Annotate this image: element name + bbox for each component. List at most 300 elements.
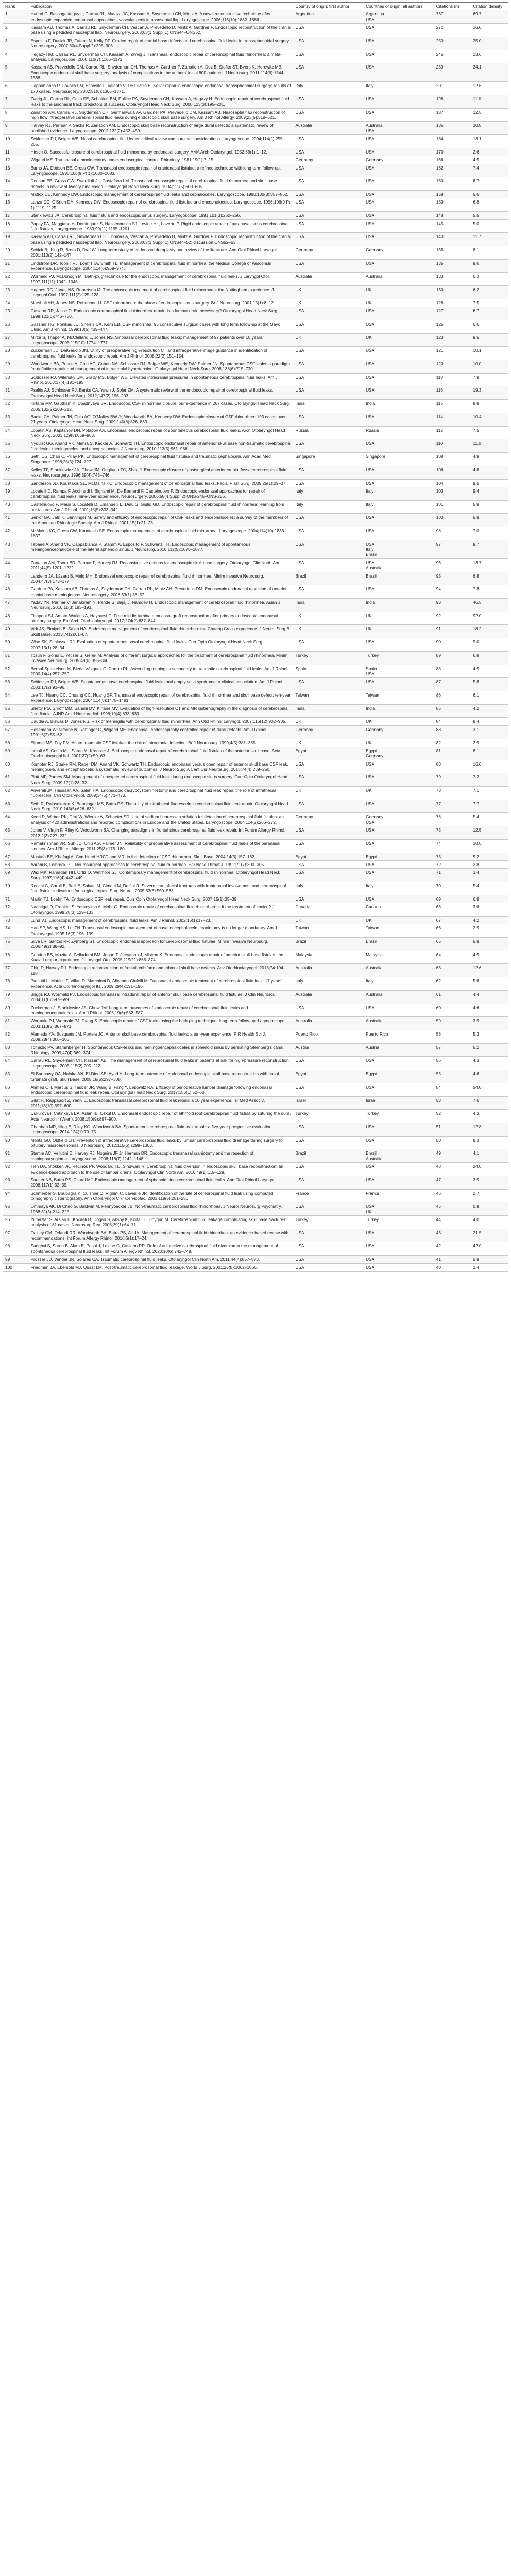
origin-first-cell: USA <box>294 1004 364 1017</box>
density-cell: 13.1 <box>471 135 508 148</box>
citations-cell: 70 <box>434 882 471 895</box>
density-cell: 16.0 <box>471 760 508 773</box>
table-row <box>3 916 508 924</box>
origin-first-cell: USA <box>294 50 364 63</box>
citations-cell: 55 <box>434 1070 471 1083</box>
origin-first-cell: Egypt <box>294 1070 364 1083</box>
origin-all-cell: USA <box>364 1263 434 1271</box>
citations-cell: 97 <box>434 540 471 558</box>
rank-cell: 54 <box>3 691 28 705</box>
table-row <box>3 800 508 813</box>
density-cell: 7.5 <box>471 299 508 307</box>
origin-first-cell: Singapore <box>294 453 364 466</box>
density-cell: 12.6 <box>471 964 508 977</box>
citations-cell: 98 <box>434 527 471 540</box>
publication-cell: Rocchi G, Caroli E, Belli E, Salvati M, Cimatti M, Delfini R. Severe craniofacial fractures with frontobasal involvement and cerebrospinal fluid fistula: indications for surgical repair. Surg Neurol. 2005;63(6):559–563. <box>28 882 293 895</box>
table-row <box>3 1123 508 1137</box>
table-container <box>0 0 511 1274</box>
publication-cell: Yilmazlar S, Arslan E, Kocaeli H, Dogan S, Aksoy K, Korfali E, Doygun M. Cerebrospinal fluid leakage complicating skull base fractures: analysis of 81 cases. Neurosurg Rev. 2006;29(1):64–71. <box>28 1216 293 1229</box>
density-cell: 54.0 <box>471 1083 508 1096</box>
density-cell: 12.5 <box>471 826 508 840</box>
citations-cell: 66 <box>434 924 471 938</box>
publication-cell: Oakley GM, Orlandi RR, Woodworth BA, Batra PS, Alt JA. Management of cerebrospinal fluid rhinorrhea: an evidence-based review with recommendations. Int Forum Allergy Rhinol. 2016;6(1):17–24. <box>28 1229 293 1242</box>
origin-all-cell: USA <box>364 177 434 191</box>
density-cell: 4.3 <box>471 1057 508 1070</box>
origin-first-cell: USA <box>294 1242 364 1256</box>
rank-cell: 21 <box>3 259 28 273</box>
rank-cell: 5 <box>3 63 28 82</box>
rank-cell: 55 <box>3 704 28 718</box>
rank-cell: 6 <box>3 82 28 95</box>
origin-all-cell: USA <box>364 386 434 400</box>
citations-cell: 67 <box>434 916 471 924</box>
rank-cell: 78 <box>3 977 28 991</box>
citations-cell: 120 <box>434 360 471 374</box>
rank-cell: 45 <box>3 572 28 585</box>
publication-cell: Mattox DE, Kennedy DW. Endoscopic management of cerebrospinal fluid leaks and cephaloceles. Laryngoscope. 1990;100(8):857–862. <box>28 191 293 198</box>
origin-first-cell: USA <box>294 320 364 333</box>
table-row <box>3 219 508 233</box>
density-cell: 4.6 <box>471 1004 508 1017</box>
citations-cell: 72 <box>434 861 471 869</box>
publication-cell: Zuckerman J, Stankiewicz JA, Chow JM. Long-term outcomes of endoscopic repair of cerebrospinal fluid leaks and meningoencephaloceles. Am J Rhinol. 2005;19(6):582–587. <box>28 1004 293 1017</box>
publication-cell: Dodson EE, Gross CW, Swerdloff JL, Gustafson LM. Transnasal endoscopic repair of cerebrospinal fluid rhinorrhea and skull base defects: a review of twenty-nine cases. Otolaryngol Head Neck Surg. 1994;111(5):600–605. <box>28 177 293 191</box>
origin-all-cell: UK <box>364 625 434 638</box>
publication-cell: Aarabi B, Leibrock LG. Neurosurgical approaches to cerebrospinal fluid rhinorrhea. Ear Nose Throat J. 1992;71(7):300–305. <box>28 861 293 869</box>
origin-all-cell: Australia <box>364 964 434 977</box>
publication-cell: Schick B, Ibing R, Brors D, Draf W. Long-term study of endonasal duraplasty and review of the literature. Ann Otol Rhinol Laryngol. 2001;110(2):142–147. <box>28 246 293 259</box>
density-cell: 4.2 <box>471 704 508 718</box>
citations-cell: 85 <box>434 704 471 718</box>
origin-all-cell: USA <box>364 164 434 177</box>
rank-cell: 4 <box>3 50 28 63</box>
rank-cell: 68 <box>3 861 28 869</box>
density-cell: 21.5 <box>471 1229 508 1242</box>
citations-cell: 170 <box>434 148 471 156</box>
citations-cell: 49 <box>434 1149 471 1163</box>
rank-cell: 22 <box>3 273 28 286</box>
table-row <box>3 924 508 938</box>
density-cell: 4.9 <box>471 665 508 678</box>
citations-cell: 47 <box>434 1176 471 1189</box>
density-cell: 8.4 <box>471 718 508 725</box>
density-cell: 2.4 <box>471 1263 508 1271</box>
citations-cell: 64 <box>434 951 471 964</box>
density-cell: 6.6 <box>471 320 508 333</box>
origin-all-cell: Germany <box>364 246 434 259</box>
origin-all-cell: India <box>364 598 434 612</box>
origin-all-cell: Singapore <box>364 453 434 466</box>
origin-first-cell: USA <box>294 135 364 148</box>
origin-first-cell: Taiwan <box>294 691 364 705</box>
table-row <box>3 1057 508 1070</box>
density-cell: 4.0 <box>471 1216 508 1229</box>
rank-cell: 43 <box>3 540 28 558</box>
rank-cell: 33 <box>3 413 28 426</box>
publication-cell: Gardner PA, Kassam AB, Thomas A, Snyderman CH, Carrau RL, Mintz AH, Prevedello DM. Endoscopic endonasal resection of anterior cranial base meningiomas. Neurosurgery. 2008;63(1):36–52. <box>28 585 293 599</box>
density-cell: 4.5 <box>471 156 508 164</box>
citations-cell: 75 <box>434 826 471 840</box>
density-cell: 7.9 <box>471 373 508 386</box>
table-row <box>3 514 508 527</box>
citations-cell: 77 <box>434 800 471 813</box>
citations-cell: 76 <box>434 813 471 826</box>
table-row <box>3 198 508 212</box>
table-row <box>3 360 508 374</box>
rank-cell: 73 <box>3 916 28 924</box>
density-cell: 3.6 <box>471 903 508 917</box>
publication-cell: Shetty PG, Shroff MM, Sahani DV, Kirtane MV. Evaluation of high-resolution CT and MR cisternography in the diagnosis of cerebrospinal fluid fistula. AJNR Am J Neuroradiol. 1998;19(4):633–639. <box>28 704 293 718</box>
origin-all-cell: Turkey <box>364 1216 434 1229</box>
citations-cell: 112 <box>434 426 471 439</box>
rank-cell: 100 <box>3 1263 28 1271</box>
origin-first-cell: USA <box>294 233 364 246</box>
origin-all-cell: Canada <box>364 903 434 917</box>
rank-cell: 81 <box>3 1017 28 1030</box>
origin-first-cell: Germany <box>294 246 364 259</box>
origin-all-cell: UK <box>364 739 434 747</box>
publication-cell: Nachtigal D, Frenkiel S, Yoskovitch A, Mohr G. Endoscopic repair of cerebrospinal fluid rhinorrhea: is it the treatment of choice? J Otolaryngol. 1999;28(3):129–133. <box>28 903 293 917</box>
publication-cell: Lanza DC, O'Brien DA, Kennedy DW. Endoscopic repair of cerebrospinal fluid fistulae and encephaloceles. Laryngoscope. 1996;106(9 Pt 1):1119–1125. <box>28 198 293 212</box>
publication-cell: Harvey RJ, Parmar P, Sacks R, Zanation AM. Endoscopic skull base reconstruction of large dural defects: a systematic review of published evidence. Laryngoscope. 2012;122(2):452–459. <box>28 122 293 135</box>
origin-first-cell: Austria <box>294 1043 364 1057</box>
table-row <box>3 1070 508 1083</box>
density-cell: 10.0 <box>471 360 508 374</box>
table-row <box>3 426 508 439</box>
citations-cell: 40 <box>434 1263 471 1271</box>
rank-cell: 99 <box>3 1256 28 1263</box>
rank-cell: 65 <box>3 826 28 840</box>
origin-all-cell: Italy <box>364 82 434 95</box>
density-cell: 2.9 <box>471 739 508 747</box>
origin-first-cell: USA <box>294 1176 364 1189</box>
density-cell: 10.6 <box>471 839 508 853</box>
density-cell: 2.6 <box>471 148 508 156</box>
rank-cell: 84 <box>3 1057 28 1070</box>
citations-cell: 95 <box>434 572 471 585</box>
publication-cell: Schlosser RJ, Wilensky EM, Grady MS, Bolger WE. Elevated intracranial pressures in spontaneous cerebrospinal fluid leaks. Am J Rhinol. 2003;17(4):191–195. <box>28 373 293 386</box>
citations-cell: 45 <box>434 1202 471 1216</box>
citations-cell: 83 <box>434 725 471 739</box>
rank-cell: 29 <box>3 360 28 374</box>
origin-all-cell: Taiwan <box>364 691 434 705</box>
citations-cell: 81 <box>434 747 471 760</box>
publication-cell: Hosemann W, Nitsche N, Rettinger G, Wigand ME. Endonasal, endoscopically controlled repair of dural defects. Am J Rhinol. 1991;5(2):55–62. <box>28 725 293 739</box>
density-cell: 4.1 <box>471 1149 508 1163</box>
density-cell: 5.2 <box>471 853 508 860</box>
publication-cell: Psaltis AJ, Schlosser RJ, Banks CA, Yawn J, Soler ZM. A systematic review of the endoscopic repair of cerebrospinal fluid leaks. Otolaryngol Head Neck Surg. 2012;147(2):196–203. <box>28 386 293 400</box>
origin-first-cell: UK <box>294 286 364 299</box>
origin-first-cell: Taiwan <box>294 924 364 938</box>
origin-first-cell: Australia <box>294 990 364 1004</box>
rank-cell: 25 <box>3 307 28 320</box>
origin-first-cell: USA <box>294 148 364 156</box>
density-cell: 7.8 <box>471 585 508 599</box>
publication-cell: Ismail AS, Costa ML, Sarac M, Kreutzer J. Endoscopic endonasal repair of cerebrospinal fluid fistulas of the anterior skull base. Acta Otorhinolaryngol Ital. 2007;27(2):59–63. <box>28 747 293 760</box>
table-row <box>3 572 508 585</box>
table-header <box>3 3 508 10</box>
publication-cell: Komotar RJ, Starke RM, Raper DM, Anand VK, Schwartz TH. Endoscopic endonasal versus open repair of anterior skull base CSF leak, meningocele, and encephalocele: a systematic review of outcomes. J Neurol Surg A Cent Eur Neurosurg. 2013;74(4):239–250. <box>28 760 293 773</box>
publication-cell: Marshall AH, Jones NS, Robertson IJ. CSF rhinorrhoea: the place of endoscopic sinus surgery. Br J Neurosurg. 2001;15(1):8–12. <box>28 299 293 307</box>
publication-cell: Mirza S, Thaper A, McClelland L, Jones NS. Sinonasal cerebrospinal fluid leaks: management of 97 patients over 10 years. Laryngoscope. 2005;115(10):1774–1777. <box>28 333 293 347</box>
origin-first-cell: Italy <box>294 487 364 500</box>
origin-first-cell: India <box>294 598 364 612</box>
density-cell: 12.6 <box>471 82 508 95</box>
publication-cell: Ahmed OH, Marcus S, Tauber JR, Wang B, Fang Y, Lebowitz RA. Efficacy of perioperative lumbar drainage following endonasal endoscopic cerebrospinal fluid leak repair. Otolaryngol Head Neck Surg. 2017;156(1):52–60. <box>28 1083 293 1096</box>
citations-cell: 53 <box>434 1096 471 1110</box>
table-row <box>3 903 508 917</box>
publication-cell: Hao SP, Wang HS, Lui TN. Transnasal endoscopic management of basal encephalocele: craniotomy is no longer mandatory. Am J Otolaryngol. 1995;16(3):196–199. <box>28 924 293 938</box>
density-cell: 3.9 <box>471 1176 508 1189</box>
table-row <box>3 882 508 895</box>
citations-cell: 51 <box>434 1123 471 1137</box>
rank-cell: 86 <box>3 1083 28 1096</box>
origin-all-cell: USA <box>364 678 434 691</box>
rank-cell: 44 <box>3 558 28 572</box>
density-cell: 7.2 <box>471 773 508 787</box>
table-row <box>3 386 508 400</box>
table-row <box>3 638 508 652</box>
origin-all-cell: USA <box>364 259 434 273</box>
origin-first-cell: USA <box>294 95 364 109</box>
publication-cell: Hegazy HM, Carrau RL, Snyderman CH, Kassam A, Zweig J. Transnasal endoscopic repair of cerebrospinal fluid rhinorrhea: a meta-analysis. Laryngoscope. 2000;110(7):1166–1172. <box>28 50 293 63</box>
table-row <box>3 191 508 198</box>
density-cell: 6.8 <box>471 651 508 665</box>
origin-first-cell: USA <box>294 869 364 882</box>
rank-cell: 96 <box>3 1216 28 1229</box>
publication-cell: Zuckerman JD, DelGaudio JM. Utility of preoperative high-resolution CT and intraoperative image guidance in identification of cerebrospinal fluid leaks for endoscopic repair. Am J Rhinol. 2008;22(2):151–154. <box>28 347 293 360</box>
citations-cell: 104 <box>434 479 471 487</box>
table-row <box>3 212 508 219</box>
publication-cell: Cukurova I, Cetinkaya EA, Aslan IB, Ozkul D. Endonasal endoscopic repair of ethmoid roof cerebrospinal fluid fistula by suturing the dura. Acta Neurochir (Wien). 2008;150(9):897–900. <box>28 1110 293 1123</box>
table-row <box>3 625 508 638</box>
publication-cell: Virk JS, Elmiyeh B, Saleh HA. Endoscopic management of cerebrospinal fluid rhinorrhea: the Charing Cross experience. J Neurol Surg B Skull Base. 2013;74(2):61–67. <box>28 625 293 638</box>
origin-all-cell: Brazil <box>364 937 434 951</box>
citations-cell: 92 <box>434 612 471 625</box>
table-row <box>3 527 508 540</box>
density-cell: 6.7 <box>471 177 508 191</box>
rank-cell: 13 <box>3 164 28 177</box>
citations-cell: 93 <box>434 598 471 612</box>
publication-cell: Lee TJ, Huang CC, Chuang CC, Huang SF. Transnasal endoscopic repair of cerebrospinal fluid rhinorrhea and skull base defect: ten-year experience. Laryngoscope. 2004;114(8):1475–1481. <box>28 691 293 705</box>
rank-cell: 37 <box>3 466 28 479</box>
origin-first-cell: USA <box>294 1263 364 1271</box>
publication-cell: Esposito F, Dusick JR, Fatemi N, Kelly DF. Graded repair of cranial base defects and cerebrospinal fluid leaks in transsphenoidal surgery. Neurosurgery. 2007;60(4 Suppl 2):295–303. <box>28 37 293 50</box>
publication-cell: Presutti L, Mattioli F, Villari D, Marchioni D, Alicandri-Ciufelli M. Transnasal endoscopic treatment of cerebrospinal fluid leak: 17 years' experience. Acta Otorhinolaryngol Ital. 2009;29(4):191–196. <box>28 977 293 991</box>
origin-first-cell: UK <box>294 299 364 307</box>
rank-cell: 42 <box>3 527 28 540</box>
density-cell: 4.6 <box>471 1070 508 1083</box>
origin-first-cell: USA <box>294 826 364 840</box>
rank-cell: 7 <box>3 95 28 109</box>
origin-all-cell: India <box>364 400 434 413</box>
origin-all-cell: Russia <box>364 426 434 439</box>
density-cell: 8.8 <box>471 400 508 413</box>
density-cell: 6.7 <box>471 307 508 320</box>
density-cell: 8.1 <box>471 246 508 259</box>
origin-first-cell: Brazil <box>294 937 364 951</box>
density-cell: 3.4 <box>471 869 508 882</box>
origin-all-cell: Brazil <box>364 572 434 585</box>
density-cell: 5.8 <box>471 678 508 691</box>
citations-cell: 138 <box>434 246 471 259</box>
publication-cell: McMains KC, Gross CW, Kountakis SE. Endoscopic management of cerebrospinal fluid rhinorrhea. Laryngoscope. 2004;114(10):1833–1837. <box>28 527 293 540</box>
publication-cell: Wise SK, Schlosser RJ. Evaluation of spontaneous nasal cerebrospinal fluid leaks. Curr Opin Otolaryngol Head Neck Surg. 2007;15(1):28–34. <box>28 638 293 652</box>
table-row <box>3 612 508 625</box>
origin-all-cell: UK <box>364 787 434 800</box>
table-row <box>3 1263 508 1271</box>
origin-all-cell: USA <box>364 1256 434 1263</box>
origin-all-cell: Egypt Germany <box>364 747 434 760</box>
rank-cell: 61 <box>3 773 28 787</box>
rank-cell: 53 <box>3 678 28 691</box>
publication-cell: Burns JA, Dodson EE, Gross CW. Transnasal endoscopic repair of cranionasal fistulae: a refined technique with long-term follow-up. Laryngoscope. 1996;106(9 Pt 1):1080–1083. <box>28 164 293 177</box>
rank-cell: 72 <box>3 903 28 917</box>
origin-first-cell: USA <box>294 307 364 320</box>
origin-first-cell: USA <box>294 108 364 122</box>
publication-cell: Landeiro JA, Lázaro B, Melo MH. Endonasal endoscopic repair of cerebrospinal fluid rhinorrhea. Minim Invasive Neurosurg. 2004;47(3):173–177. <box>28 572 293 585</box>
publication-cell: Gendeh BS, Mazita A, Selladurai BM, Jegan T, Jeevanan J, Misiran K. Endonasal endoscopic repair of anterior skull-base fistulas: the Kuala Lumpur experience. J Laryngol Otol. 2005;119(11):866–874. <box>28 951 293 964</box>
publication-cell: Hughes RG, Jones NS, Robertson IJ. The endoscopic treatment of cerebrospinal fluid rhinorrhoea: the Nottingham experience. J Laryngol Otol. 1997;111(2):125–128. <box>28 286 293 299</box>
origin-first-cell: Italy <box>294 882 364 895</box>
publication-cell: Sethi DS, Chan C, Pillay PK. Endoscopic management of cerebrospinal fluid fistulae and traumatic cephalocele. Ann Acad Med Singapore. 1996;25(5):724–727. <box>28 453 293 466</box>
publication-cell: Friedman JA, Ebersold MJ, Quast LM. Post-traumatic cerebrospinal fluid leakage. World J Surg. 2001;25(8):1062–1066. <box>28 1263 293 1271</box>
table-row <box>3 1242 508 1256</box>
rank-cell: 8 <box>3 108 28 122</box>
origin-first-cell: USA <box>294 386 364 400</box>
density-cell: 5.4 <box>471 813 508 826</box>
density-cell: 3.1 <box>471 725 508 739</box>
rank-cell: 63 <box>3 800 28 813</box>
origin-all-cell: USA <box>364 773 434 787</box>
table-row <box>3 1096 508 1110</box>
publication-cell: Tabaee A, Anand VK, Cappabianca P, Stamm A, Esposito F, Schwartz TH. Endoscopic management of spontaneous meningoencephalocele of the lateral sphenoid sinus. J Neurosurg. 2010;112(5):1070–1077. <box>28 540 293 558</box>
rank-cell: 64 <box>3 813 28 826</box>
origin-all-cell: USA <box>364 839 434 853</box>
rank-cell: 48 <box>3 612 28 625</box>
publication-cell: Ommaya AK, Di Chiro G, Baldwin M, Pennybacker JB. Non-traumatic cerebrospinal fluid rhinorrhoea. J Neurol Neurosurg Psychiatry. 1968;31(3):214–225. <box>28 1202 293 1216</box>
rank-cell: 79 <box>3 990 28 1004</box>
rank-cell: 41 <box>3 514 28 527</box>
rank-cell: 9 <box>3 122 28 135</box>
citations-cell: 160 <box>434 177 471 191</box>
origin-all-cell: USA <box>364 826 434 840</box>
density-cell: 7.5 <box>471 426 508 439</box>
citations-cell: 87 <box>434 678 471 691</box>
citations-cell: 68 <box>434 903 471 917</box>
rank-cell: 18 <box>3 219 28 233</box>
table-row <box>3 347 508 360</box>
table-row <box>3 1136 508 1149</box>
origin-first-cell: USA <box>294 1229 364 1242</box>
origin-all-cell: USA <box>364 219 434 233</box>
table-row <box>3 853 508 860</box>
origin-all-cell: Malaysia <box>364 951 434 964</box>
density-cell: 10.1 <box>471 347 508 360</box>
origin-all-cell: USA <box>364 347 434 360</box>
rank-cell: 66 <box>3 839 28 853</box>
publication-cell: Yadav YR, Parihar V, Janakiram N, Pande S, Bajaj J, Namdev H. Endoscopic management of cerebrospinal fluid rhinorrhea. Asian J Neurosurg. 2016;11(3):183–193. <box>28 598 293 612</box>
origin-all-cell: UK <box>364 612 434 625</box>
table-row <box>3 773 508 787</box>
origin-first-cell: USA <box>294 219 364 233</box>
origin-all-cell: Australia <box>364 990 434 1004</box>
origin-first-cell: USA <box>294 800 364 813</box>
citation-table <box>3 2 508 1272</box>
origin-first-cell: USA <box>294 839 364 853</box>
origin-first-cell: USA <box>294 466 364 479</box>
citations-cell: 101 <box>434 500 471 514</box>
table-row <box>3 1149 508 1163</box>
density-cell: 5.5 <box>471 212 508 219</box>
publication-cell: Platt MP, Parnes SM. Management of unexpected cerebrospinal fluid leak during endoscopic sinus surgery. Curr Opin Otolaryngol Head Neck Surg. 2009;17(1):28–32. <box>28 773 293 787</box>
publication-cell: Woodworth BA, Prince A, Chiu AG, Cohen NA, Schlosser RJ, Bolger WE, Kennedy DW, Palmer JN. Spontaneous CSF leaks: a paradigm for definitive repair and management of intracranial hypertension. Otolaryngol Head Neck Surg. 2008;138(6):715–720. <box>28 360 293 374</box>
origin-all-cell: Puerto Rico <box>364 1030 434 1043</box>
rank-cell: 34 <box>3 426 28 439</box>
table-row <box>3 540 508 558</box>
table-row <box>3 990 508 1004</box>
publication-cell: Briggs RJ, Wormald PJ. Endoscopic transnasal intradural repair of anterior skull base cerebrospinal fluid fistulae. J Clin Neurosci. 2004;11(6):597–599. <box>28 990 293 1004</box>
rank-cell: 88 <box>3 1110 28 1123</box>
density-cell: 9.0 <box>471 638 508 652</box>
origin-all-cell: USA <box>364 869 434 882</box>
table-row <box>3 937 508 951</box>
table-row <box>3 156 508 164</box>
citations-cell: 103 <box>434 487 471 500</box>
origin-first-cell: USA <box>294 1136 364 1149</box>
density-cell: 2.7 <box>471 1189 508 1202</box>
citations-cell: 135 <box>434 259 471 273</box>
publication-cell: Prosser JD, Vender JR, Solares CA. Traumatic cerebrospinal fluid leaks. Otolaryngol Clin North Am. 2011;44(4):857–873. <box>28 1256 293 1263</box>
origin-all-cell: Germany USA <box>364 813 434 826</box>
publication-cell: Chin D, Harvey RJ. Endoscopic reconstruction of frontal, cribiform and ethmoid skull base defects. Adv Otorhinolaryngol. 2013;74:104–118. <box>28 964 293 977</box>
density-cell: 18.2 <box>471 625 508 638</box>
publication-cell: Martin TJ, Loehrl TA. Endoscopic CSF leak repair. Curr Opin Otolaryngol Head Neck Surg. 2007;15(1):35–39. <box>28 895 293 903</box>
rank-cell: 80 <box>3 1004 28 1017</box>
citations-cell: 88 <box>434 665 471 678</box>
publication-cell: Daudia A, Biswas D, Jones NS. Risk of meningitis with cerebrospinal fluid rhinorrhea. Ann Otol Rhinol Laryngol. 2007;116(12):902–905. <box>28 718 293 725</box>
citations-cell: 46 <box>434 1189 471 1202</box>
publication-cell: Wigand ME. Transnasal ethmoidectomy under endoscopical control. Rhinology. 1981;19(1):7–15. <box>28 156 293 164</box>
origin-first-cell: Germany <box>294 156 364 164</box>
origin-all-cell: USA <box>364 466 434 479</box>
density-cell: 4.9 <box>471 453 508 466</box>
publication-cell: Wormald PJ, McDonogh M. 'Bath-plug' technique for the endoscopic management of cerebrospinal fluid leaks. J Laryngol Otol. 1997;111(11):1042–1046. <box>28 273 293 286</box>
rank-cell: 97 <box>3 1229 28 1242</box>
origin-all-cell: Egypt <box>364 853 434 860</box>
density-cell: 46.5 <box>471 598 508 612</box>
header-row <box>3 3 508 10</box>
table-row <box>3 95 508 109</box>
publication-cell: Casiano RR, Jassir D. Endoscopic cerebrospinal fluid rhinorrhea repair: is a lumbar drain necessary? Otolaryngol Head Neck Surg. 1999;121(6):745–750. <box>28 307 293 320</box>
origin-all-cell: Italy <box>364 500 434 514</box>
origin-all-cell: USA <box>364 479 434 487</box>
density-cell: 2.8 <box>471 861 508 869</box>
table-row <box>3 691 508 705</box>
origin-all-cell: UK <box>364 299 434 307</box>
origin-first-cell: USA <box>294 439 364 453</box>
origin-all-cell: Taiwan <box>364 924 434 938</box>
rank-cell: 28 <box>3 347 28 360</box>
table-row <box>3 299 508 307</box>
citations-cell: 89 <box>434 651 471 665</box>
density-cell: 12.5 <box>471 108 508 122</box>
table-row <box>3 177 508 191</box>
citations-cell: 94 <box>434 585 471 599</box>
rank-cell: 17 <box>3 212 28 219</box>
density-cell: 5.9 <box>471 937 508 951</box>
origin-first-cell: Russia <box>294 426 364 439</box>
